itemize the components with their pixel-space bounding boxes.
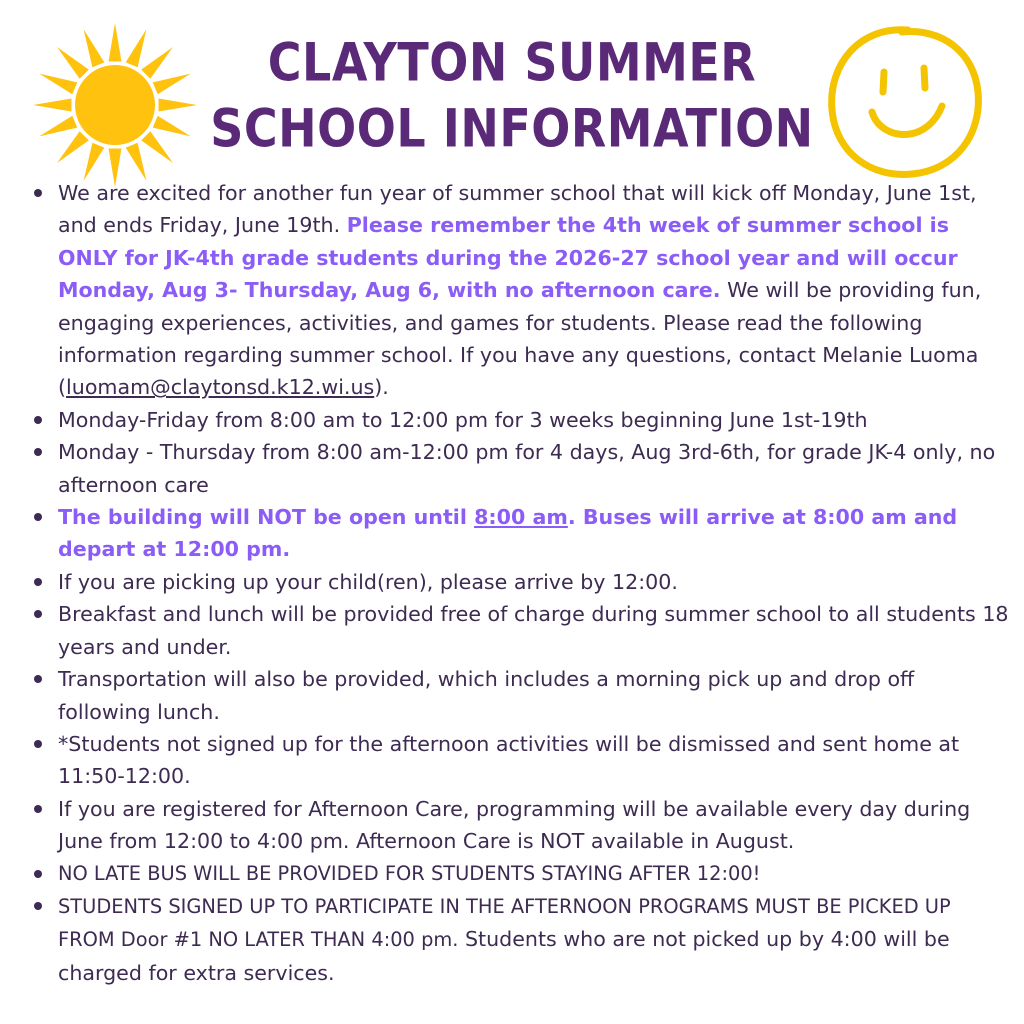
list-item-pickup: If you are picking up your child(ren), please arrive by 12:00. (0, 566, 1010, 598)
list-item-dismissal: *Students not signed up for the afternoon activities will be dismissed and sent home at 11:50-12:00. (0, 728, 1010, 793)
smiley-face-icon (820, 22, 988, 182)
list-item-afternoon-care: If you are registered for Afternoon Care, programming will be available every day during June from 12:00 to 4:00 pm. Afternoon Care is NOT available in August. (0, 793, 1010, 858)
list-item-meals: Breakfast and lunch will be provided free of charge during summer school to all students 18 years and under. (0, 598, 1010, 663)
afternoon-pickup-caps: STUDENTS SIGNED UP TO PARTICIPATE IN THE AFTERNOON PROGRAMS MUST BE PICKED UP FROM Door #1 NO LATER THAN 4:00 pm. (58, 894, 951, 952)
info-list (0, 177, 1010, 989)
afternoon-pickup-text: Students who are not picked up by 4:00 will be charged for extra services. (58, 927, 950, 985)
list-item-intro (0, 177, 1010, 404)
fourth-week-notice: Please remember the 4th week of summer school is ONLY for JK-4th grade students during the 2026-27 school year and will occur Monday, Aug 3- Thursday, Aug 6, with no afternoon care. (58, 213, 958, 303)
list-item-late-bus: NO LATE BUS WILL BE PROVIDED FOR STUDENTS STAYING AFTER 12:00! (0, 858, 1010, 890)
building-open-time: 8:00 am (474, 505, 568, 530)
intro-end: ). (374, 375, 389, 400)
page-title-line-1: CLAYTON SUMMER (267, 30, 757, 94)
list-item-building-hours (0, 501, 1010, 566)
contact-email-link[interactable]: luomam@claytonsd.k12.wi.us (66, 375, 375, 400)
list-item-schedule-august: Monday - Thursday from 8:00 am-12:00 pm for 4 days, Aug 3rd-6th, for grade JK-4 only, no afternoon care (0, 436, 1010, 501)
building-hours-after: . Buses will arrive at 8:00 am and depart at 12:00 pm. (58, 505, 958, 562)
building-hours-before: The building will NOT be open until (58, 505, 475, 530)
intro-details: We will be providing fun, engaging experiences, activities, and games for students. Please read the following information regarding summer school. If you have any questions, contact Melanie Luoma ( (58, 278, 982, 400)
page-title-line-2: SCHOOL INFORMATION (210, 96, 814, 160)
list-item-transportation: Transportation will also be provided, which includes a morning pick up and drop off following lunch. (0, 663, 1010, 728)
list-item-schedule-june: Monday-Friday from 8:00 am to 12:00 pm for 3 weeks beginning June 1st-19th (0, 404, 1010, 436)
intro-text: We are excited for another fun year of summer school that will kick off Monday, June 1st, and ends Friday, June 19th. (58, 181, 977, 238)
list-item-afternoon-pickup (0, 890, 1010, 989)
